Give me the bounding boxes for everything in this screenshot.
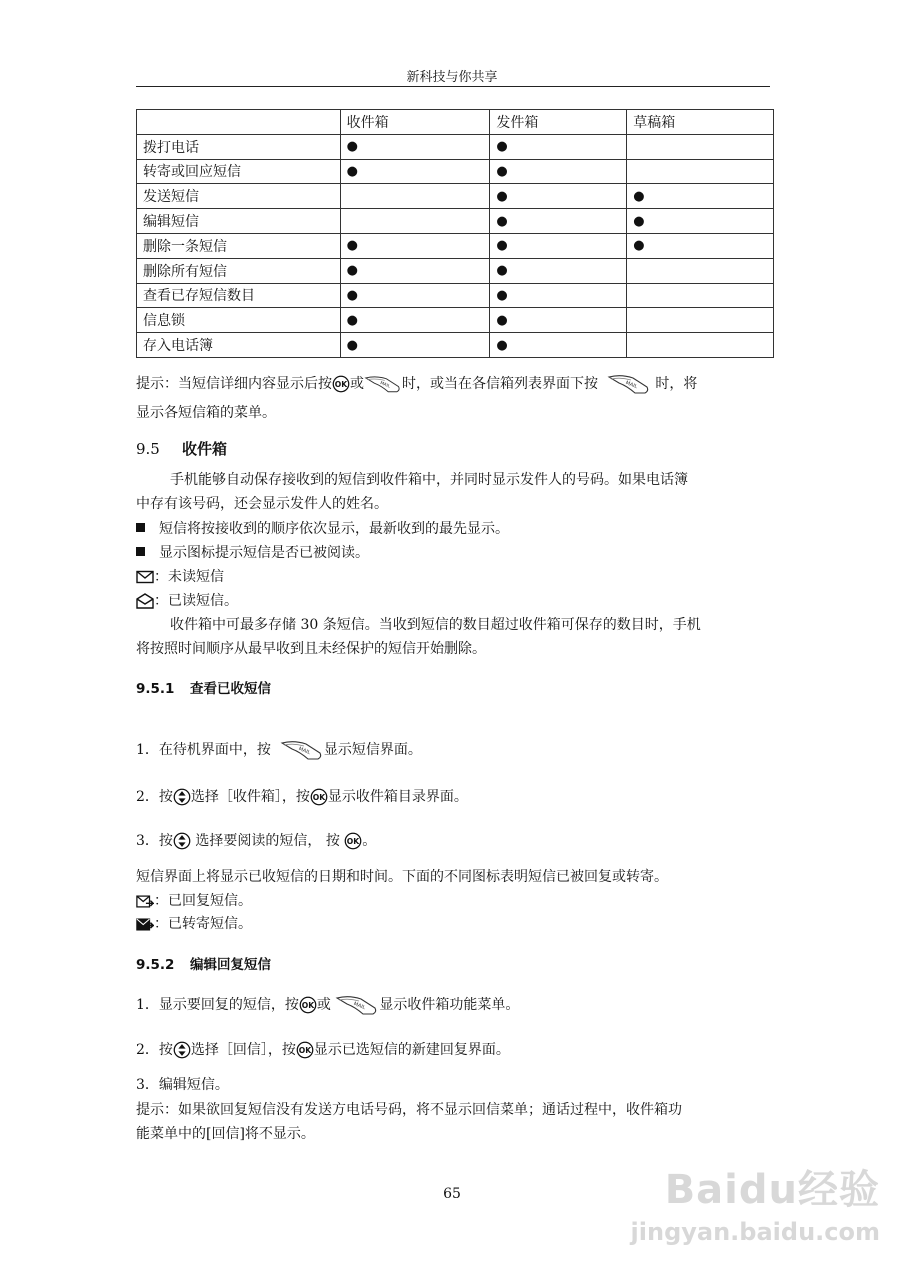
list-item-text: 显示图标提示短信是否已被阅读。 — [159, 545, 369, 561]
ok-key-icon — [310, 788, 328, 806]
paragraph: 中存有该号码，还会显示发件人的姓名。 — [136, 496, 388, 512]
watermark-url: jingyan.baidu.com — [630, 1218, 880, 1246]
step-text: 1．在待机界面中，按 — [136, 742, 271, 758]
step-text: 1．显示要回复的短信，按 — [136, 997, 299, 1013]
section-title: 收件箱 — [182, 440, 228, 458]
tip-text: 时，将 — [655, 376, 698, 392]
table-header-cell: 草稿箱 — [627, 110, 774, 135]
tip-text: 提示：当短信详细内容显示后按 — [136, 376, 332, 392]
row-label: 删除所有短信 — [137, 258, 341, 283]
outbox-cell: ● — [490, 258, 627, 283]
inbox-cell — [340, 184, 490, 209]
inbox-cell: ● — [340, 333, 490, 358]
step-item — [136, 1039, 510, 1059]
section-number: 9.5 — [136, 440, 160, 458]
tip-text: 时，或当在各信箱列表界面下按 — [402, 376, 598, 392]
read-envelope-icon — [136, 593, 154, 609]
legend-item — [136, 913, 252, 933]
step-text: 显示短信界面。 — [323, 742, 422, 758]
unread-envelope-icon — [136, 570, 154, 584]
draft-cell: ● — [627, 233, 774, 258]
subsection-title: 查看已收短信 — [190, 681, 271, 697]
step-item: 3．编辑短信。 — [136, 1077, 229, 1093]
square-bullet-icon — [136, 523, 145, 532]
table-row — [137, 184, 774, 209]
step-item — [136, 738, 422, 762]
table-row — [137, 233, 774, 258]
table-row — [137, 258, 774, 283]
subsection-number: 9.5.2 — [136, 957, 175, 973]
row-label: 存入电话簿 — [137, 333, 341, 358]
subsection-title: 编辑回复短信 — [190, 957, 271, 973]
legend-item — [136, 890, 252, 910]
forwarded-envelope-icon — [136, 917, 154, 932]
subsection-heading — [136, 953, 271, 973]
outbox-cell: ● — [490, 333, 627, 358]
table-header-cell: 收件箱 — [340, 110, 490, 135]
outbox-cell: ● — [490, 283, 627, 308]
step-text: 3．按 — [136, 833, 173, 849]
outbox-cell: ● — [490, 233, 627, 258]
table-header-cell: 发件箱 — [490, 110, 627, 135]
outbox-cell: ● — [490, 134, 627, 159]
draft-cell — [627, 333, 774, 358]
draft-cell — [627, 134, 774, 159]
table-header-row — [137, 110, 774, 135]
ok-key-icon — [299, 996, 317, 1014]
draft-cell: ● — [627, 209, 774, 234]
step-text: 选择［回信］，按 — [190, 1042, 296, 1058]
draft-cell — [627, 258, 774, 283]
header-divider — [136, 86, 770, 87]
step-text: 显示收件箱目录界面。 — [327, 789, 468, 805]
page-number: 65 — [443, 1186, 461, 1202]
paragraph: 将按照时间顺序从最早收到且未经保护的短信开始删除。 — [136, 641, 486, 657]
list-item — [136, 542, 369, 562]
page-header: 新科技与你共享 — [406, 70, 498, 85]
mail-key-icon — [607, 372, 651, 396]
subsection-heading — [136, 677, 271, 697]
tip-paragraph — [136, 372, 697, 396]
row-label: 查看已存短信数目 — [137, 283, 341, 308]
replied-envelope-icon — [136, 894, 154, 909]
outbox-cell: ● — [490, 184, 627, 209]
table-row — [137, 209, 774, 234]
subsection-number: 9.5.1 — [136, 681, 175, 697]
list-item-text: 短信将按接收到的顺序依次显示，最新收到的最先显示。 — [159, 521, 509, 537]
mail-key-icon — [335, 993, 379, 1017]
table-row — [137, 283, 774, 308]
step-text: 2．按 — [136, 789, 173, 805]
inbox-cell: ● — [340, 308, 490, 333]
outbox-cell: ● — [490, 159, 627, 184]
step-text: 或 — [316, 997, 331, 1013]
square-bullet-icon — [136, 547, 145, 556]
ok-key-icon — [296, 1041, 314, 1059]
table-row — [137, 308, 774, 333]
list-item — [136, 518, 509, 538]
ok-key-icon — [344, 832, 362, 850]
row-label: 发送短信 — [137, 184, 341, 209]
legend-item — [136, 590, 238, 610]
ok-key-icon — [332, 375, 350, 393]
inbox-cell: ● — [340, 134, 490, 159]
inbox-cell: ● — [340, 233, 490, 258]
legend-text: ：已读短信。 — [154, 593, 238, 609]
mail-key-icon — [280, 738, 324, 762]
inbox-cell — [340, 209, 490, 234]
row-label: 转寄或回应短信 — [137, 159, 341, 184]
paragraph: 短信界面上将显示已收短信的日期和时间。下面的不同图标表明短信已被回复或转寄。 — [136, 869, 668, 885]
step-text: 显示已选短信的新建回复界面。 — [313, 1042, 510, 1058]
legend-text: ：未读短信 — [154, 569, 224, 585]
tip-text: 或 — [350, 376, 364, 392]
legend-item — [136, 566, 224, 586]
row-label: 删除一条短信 — [137, 233, 341, 258]
table-row — [137, 159, 774, 184]
inbox-cell: ● — [340, 159, 490, 184]
step-item — [136, 786, 468, 806]
nav-key-icon — [173, 1041, 191, 1059]
step-text: 选择要阅读的短信， 按 — [195, 833, 340, 849]
table-row — [137, 134, 774, 159]
watermark — [630, 1120, 890, 1280]
mail-key-icon — [364, 373, 402, 395]
tip-text: 能菜单中的[回信]将不显示。 — [136, 1126, 315, 1142]
section-heading — [136, 438, 227, 459]
step-text: 。 — [362, 833, 377, 849]
inbox-cell: ● — [340, 283, 490, 308]
watermark-logo: Baidu经验 — [664, 1167, 880, 1213]
step-text: 显示收件箱功能菜单。 — [379, 997, 520, 1013]
table-header-cell — [137, 110, 341, 135]
function-table — [136, 109, 774, 358]
table-row — [137, 333, 774, 358]
nav-key-icon — [173, 832, 191, 850]
inbox-cell: ● — [340, 258, 490, 283]
row-label: 编辑短信 — [137, 209, 341, 234]
legend-text: ：已回复短信。 — [154, 893, 252, 909]
row-label: 信息锁 — [137, 308, 341, 333]
draft-cell — [627, 308, 774, 333]
nav-key-icon — [173, 788, 191, 806]
step-text: 选择［收件箱］，按 — [190, 789, 310, 805]
paragraph: 手机能够自动保存接收到的短信到收件箱中，并同时显示发件人的号码。如果电话簿 — [170, 472, 688, 488]
paragraph: 收件箱中可最多存储 30 条短信。当收到短信的数目超过收件箱可保存的数目时，手机 — [170, 617, 701, 633]
step-item — [136, 830, 376, 850]
row-label: 拨打电话 — [137, 134, 341, 159]
draft-cell — [627, 159, 774, 184]
tip-text: 提示：如果欲回复短信没有发送方电话号码，将不显示回信菜单；通话过程中，收件箱功 — [136, 1102, 682, 1118]
tip-text: 显示各短信箱的菜单。 — [136, 405, 276, 421]
draft-cell — [627, 283, 774, 308]
draft-cell: ● — [627, 184, 774, 209]
outbox-cell: ● — [490, 308, 627, 333]
step-item — [136, 993, 519, 1017]
outbox-cell: ● — [490, 209, 627, 234]
step-text: 2．按 — [136, 1042, 173, 1058]
legend-text: ：已转寄短信。 — [154, 916, 252, 932]
